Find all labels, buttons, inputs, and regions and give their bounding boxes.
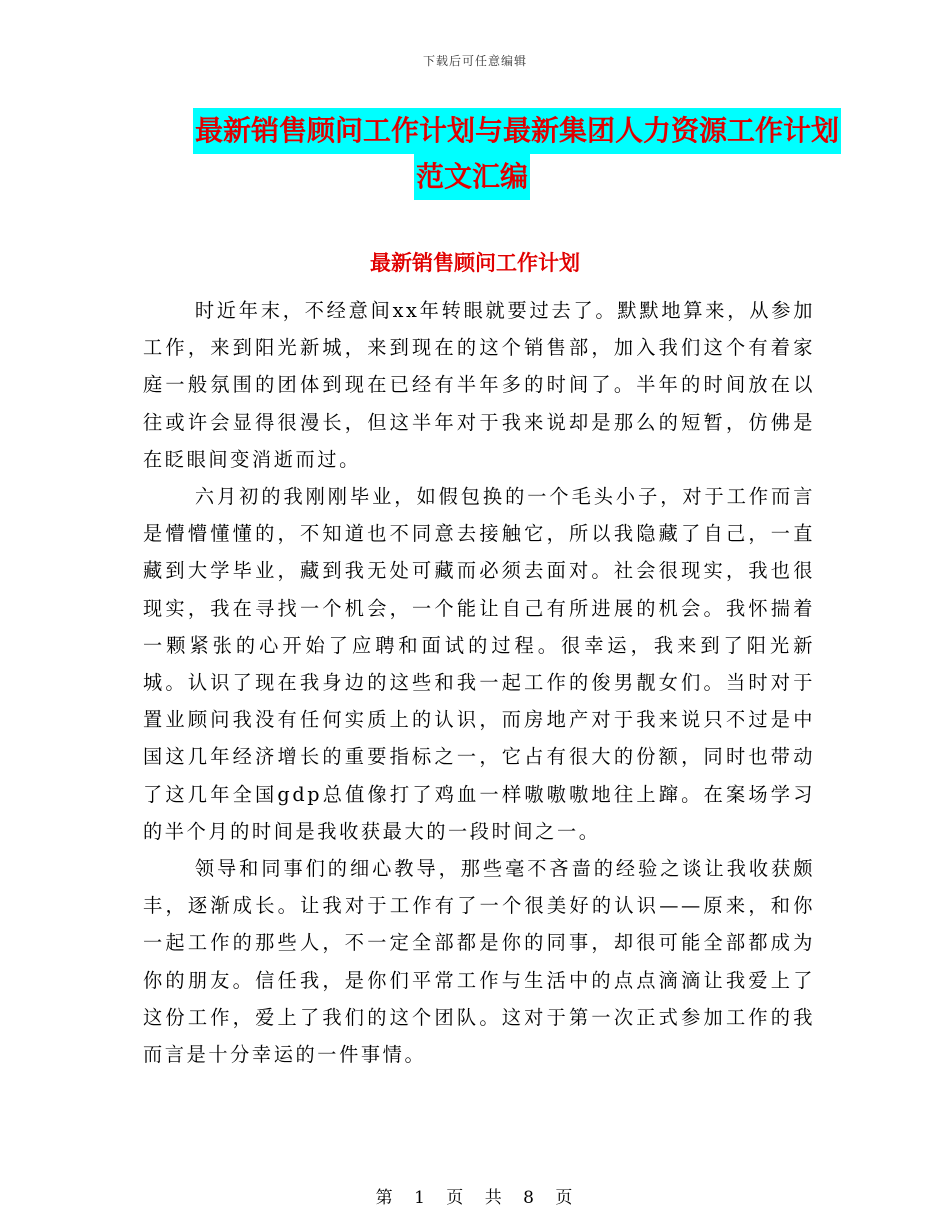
paragraph: 领导和同事们的细心教导，那些毫不吝啬的经验之谈让我收获颇丰，逐渐成长。让我对于工作有了一个很美好的认识——原来，和你一起工作的那些人，不一定全部都是你的同事，却很可能全部都成为你的朋友。信任我，是你们平常工作与生活中的点点滴滴让我爱上了这份工作，爱上了我们的这个团队。这对于第一次正式参加工作的我而言是十分幸运的一件事情。	[143, 857, 815, 1067]
page-label-post: 页	[555, 1188, 575, 1208]
document-title-line-2: 范文汇编	[414, 154, 530, 200]
document-title-line-1: 最新销售顾问工作计划与最新集团人力资源工作计划	[193, 108, 841, 154]
total-label: 共	[484, 1188, 504, 1208]
document-body	[143, 292, 815, 1073]
page-header: 下载后可任意编辑	[422, 54, 527, 68]
page-number: 1	[414, 1188, 427, 1208]
page-footer	[0, 1183, 950, 1208]
paragraph: 时近年末，不经意间xx年转眼就要过去了。默默地算来，从参加工作，来到阳光新城，来到现在的这个销售部，加入我们这个有着家庭一般氛围的团体到现在已经有半年多的时间了。半年的时间放在以往或许会显得很漫长，但这半年对于我来说却是那么的短暂，仿佛是在眨眼间变消逝而过。	[143, 299, 815, 471]
section-title: 最新销售顾问工作计划	[370, 251, 580, 275]
paragraph: 六月初的我刚刚毕业，如假包换的一个毛头小子，对于工作而言是懵懵懂懂的，不知道也不同意去接触它，所以我隐藏了自己，一直藏到大学毕业，藏到我无处可藏而必须去面对。社会很现实，我也很现实，我在寻找一个机会，一个能让自己有所进展的机会。我怀揣着一颗紧张的心开始了应聘和面试的过程。很幸运，我来到了阳光新城。认识了现在我身边的这些和我一起工作的俊男靓女们。当时对于置业顾问我没有任何实质上的认识，而房地产对于我来说只不过是中国这几年经济增长的重要指标之一，它占有很大的份额，同时也带动了这几年全国gdp总值像打了鸡血一样嗷嗷嗷地往上蹿。在案场学习的半个月的时间是我收获最大的一段时间之一。	[143, 485, 815, 843]
total-pages: 8	[523, 1188, 536, 1208]
page-label-pre: 第	[375, 1188, 395, 1208]
page-label-mid: 页	[446, 1188, 466, 1208]
